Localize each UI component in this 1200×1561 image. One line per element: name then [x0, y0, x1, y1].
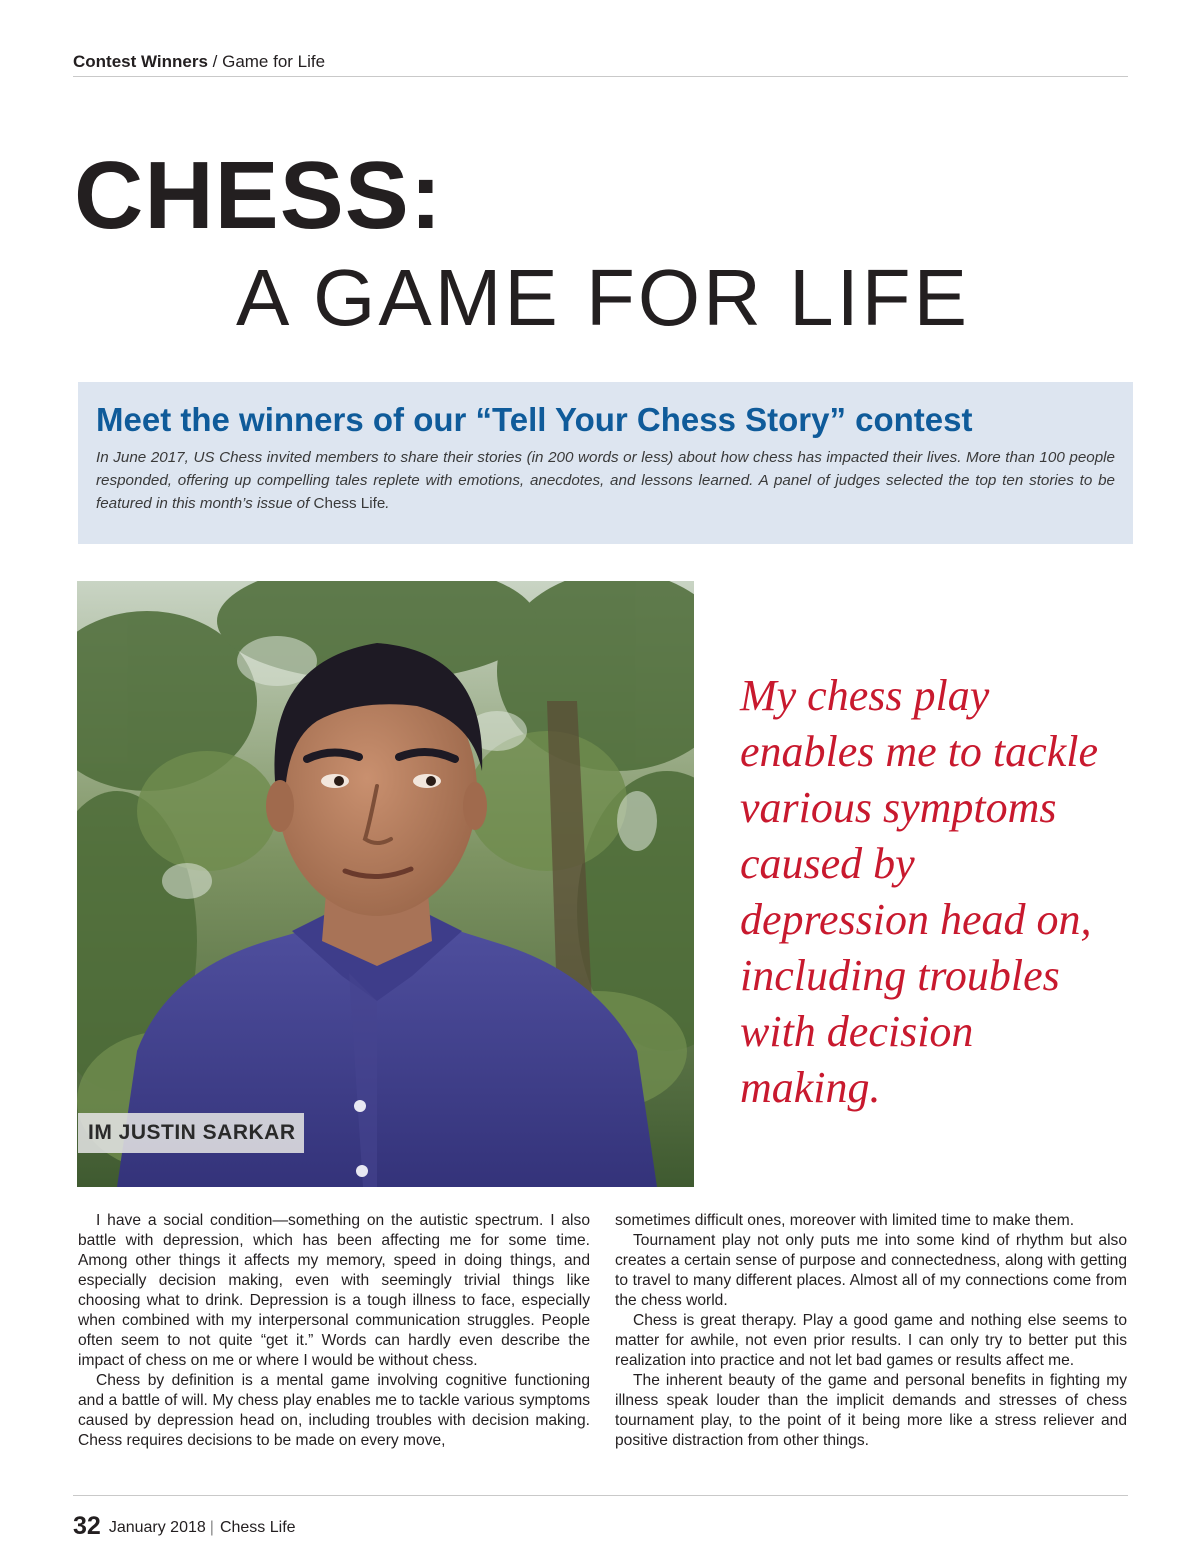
photo-caption: IM JUSTIN SARKAR	[78, 1113, 304, 1153]
header-rule	[73, 76, 1128, 77]
running-header	[73, 52, 1128, 72]
body-paragraph: The inherent beauty of the game and personal benefits in fighting my illness speak louder than the implicit demands and stresses of chess tournament play, to the point of it being more like a stress reliever and positive distraction from other things.	[615, 1372, 1127, 1449]
pull-quote	[740, 668, 1110, 1116]
portrait-illustration	[77, 581, 694, 1187]
intro-heading: Meet the winners of our “Tell Your Chess Story” contest	[96, 401, 973, 438]
page-number: 32	[73, 1512, 101, 1540]
footer-separator: |	[209, 1519, 214, 1536]
intro-end: .	[385, 494, 390, 512]
body-paragraph: Tournament play not only puts me into some kind of rhythm but also creates a certain sense of purpose and connectedness, along with getting to travel to many different places. Almost all of my connections come from the chess world.	[615, 1232, 1127, 1309]
portrait-photo	[77, 581, 694, 1187]
subsection-label: Game for Life	[222, 52, 326, 71]
article-title-sub: A GAME FOR LIFE	[236, 253, 971, 342]
intro-text	[96, 446, 1115, 515]
header-separator: /	[207, 52, 223, 71]
intro-body: In June 2017, US Chess invited members to share their stories (in 200 words or less) about how chess has impacted their lives. More than 100 people responded, offering up compelling tales replete with emotions, anecdotes, and lessons learned. A panel of judges selected the top ten stories to be featured in this month’s issue of	[96, 448, 1115, 512]
pull-quote-text: My chess play enables me to tackle various symptoms caused by depression head on, including troubles with decision making.	[740, 671, 1098, 1112]
publication-name: Chess Life	[313, 494, 386, 512]
body-paragraph: sometimes difficult ones, moreover with limited time to make them.	[615, 1212, 1075, 1229]
body-paragraph: Chess by definition is a mental game involving cognitive functioning and a battle of will. My chess play enables me to tackle various symptoms caused by depression head on, including troubles with decision making. Chess requires decisions to be made on every move,	[78, 1372, 590, 1449]
intro-box	[78, 382, 1133, 544]
page-footer	[73, 1513, 296, 1541]
body-column-2	[615, 1211, 1127, 1451]
body-paragraph: I have a social condition—something on the autistic spectrum. I also battle with depression, which has been affecting me for some time. Among other things it affects my memory, speed in doing things, and especially decision making, even with seemingly trivial things like choosing what to drink. Depression is a tough illness to face, especially when combined with my interpersonal communication struggles. People often seem to not quite “get it.” Words can hardly even describe the impact of chess on me or where I would be without chess.	[78, 1212, 590, 1369]
body-paragraph: Chess is great therapy. Play a good game and nothing else seems to matter for awhile, not even prior results. I can only try to better put this realization into practice and not let bad games or results affect me.	[615, 1312, 1127, 1369]
section-label: Contest Winners	[73, 52, 208, 71]
article-title-main: CHESS:	[74, 142, 443, 249]
magazine-name: Chess Life	[219, 1519, 296, 1536]
body-column-1	[78, 1211, 590, 1451]
footer-rule	[73, 1495, 1128, 1496]
issue-date: January 2018	[108, 1519, 206, 1536]
